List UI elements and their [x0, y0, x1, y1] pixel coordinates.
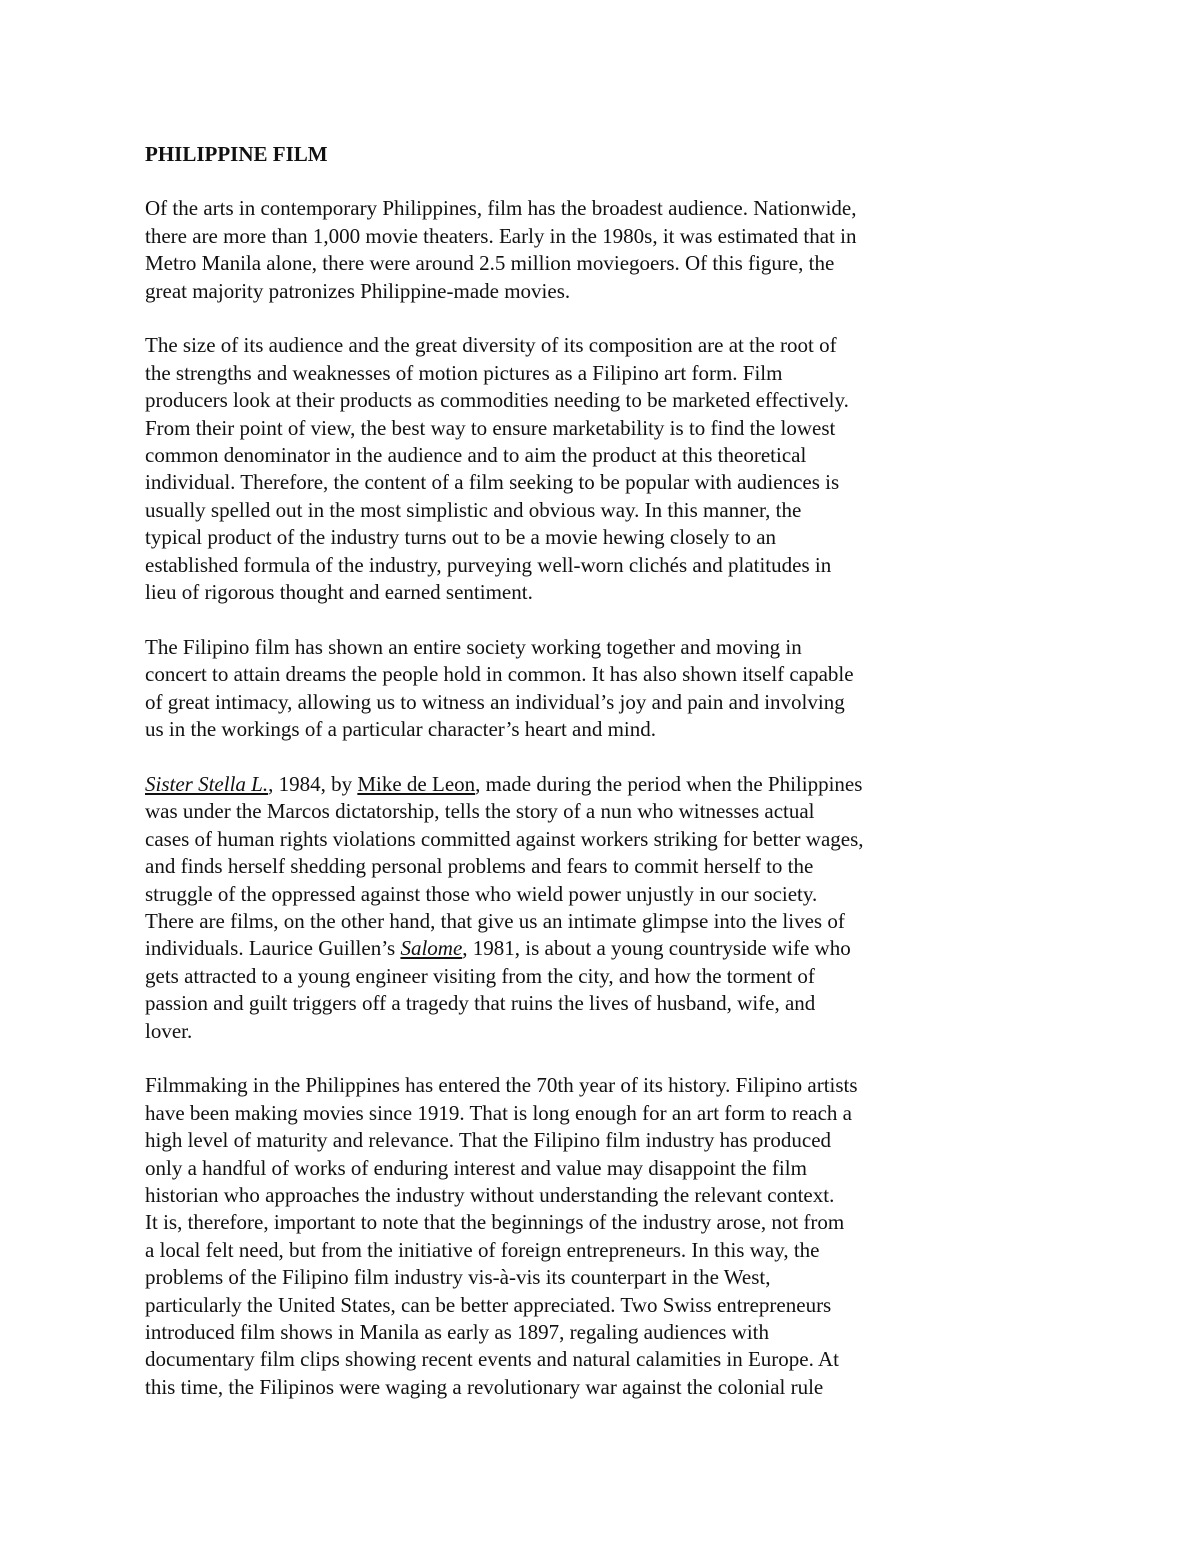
text-segment: , 1984, by [268, 771, 358, 796]
text-line: this time, the Filipinos were waging a revolutionary war against the colonial rule [145, 1374, 824, 1399]
text-line: concert to attain dreams the people hold in common. It has also shown itself capable [145, 662, 854, 687]
text-line [145, 771, 975, 798]
text-segment: , 1981, is about a young countryside wife who [462, 936, 851, 961]
text-line: individual. Therefore, the content of a film seeking to be popular with audiences is [145, 470, 840, 495]
text-line: of great intimacy, allowing us to witness an individual’s joy and pain and involving [145, 689, 845, 714]
text-line: only a handful of works of enduring interest and value may disappoint the film [145, 1155, 807, 1180]
text-line: documentary film clips showing recent events and natural calamities in Europe. At [145, 1347, 839, 1372]
text-line: great majority patronizes Philippine-made movies. [145, 278, 571, 303]
text-line: The Filipino film has shown an entire society working together and moving in [145, 634, 802, 659]
text-segment: individuals. Laurice Guillen’s [145, 936, 401, 961]
text-line: lover. [145, 1018, 193, 1043]
text-line: and finds herself shedding personal problems and fears to commit herself to the [145, 854, 814, 879]
text-line: particularly the United States, can be better appreciated. Two Swiss entrepreneurs [145, 1292, 832, 1317]
text-line: have been making movies since 1919. That is long enough for an art form to reach a [145, 1100, 852, 1125]
film-title-sister-stella: Sister Stella L. [145, 771, 269, 796]
text-line: there are more than 1,000 movie theaters. Early in the 1980s, it was estimated that in [145, 223, 857, 248]
film-title-salome: Salome [400, 936, 463, 961]
text-line: producers look at their products as commodities needing to be marketed effectively. [145, 388, 849, 413]
text-line: usually spelled out in the most simplistic and obvious way. In this manner, the [145, 497, 802, 522]
text-segment: , made during the period when the Philippines [475, 771, 863, 796]
text-line: From their point of view, the best way to ensure marketability is to find the lowest [145, 415, 836, 440]
text-line: It is, therefore, important to note that the beginnings of the industry arose, not from [145, 1210, 845, 1235]
text-line: Filmmaking in the Philippines has entered the 70th year of its history. Filipino artists [145, 1073, 858, 1098]
paragraph-5 [145, 1072, 975, 1401]
paragraph-3 [145, 634, 975, 744]
paragraph-1 [145, 195, 975, 305]
text-line: problems of the Filipino film industry vis-à-vis its counterpart in the West, [145, 1265, 771, 1290]
document-title: PHILIPPINE FILM [145, 142, 328, 166]
paragraph-2 [145, 332, 975, 606]
text-line: Metro Manila alone, there were around 2.5 million moviegoers. Of this figure, the [145, 251, 835, 276]
text-line: lieu of rigorous thought and earned sentiment. [145, 580, 533, 605]
text-line: historian who approaches the industry without understanding the relevant context. [145, 1182, 835, 1207]
text-line [145, 935, 975, 962]
text-line: The size of its audience and the great diversity of its composition are at the root of [145, 333, 837, 358]
director-name: Mike de Leon [357, 771, 476, 796]
text-line: high level of maturity and relevance. That the Filipino film industry has produced [145, 1128, 832, 1153]
text-line: introduced film shows in Manila as early as 1897, regaling audiences with [145, 1320, 770, 1344]
text-line: cases of human rights violations committed against workers striking for better wages, [145, 826, 864, 851]
paragraph-4 [145, 771, 975, 1045]
text-line: common denominator in the audience and to aim the product at this theoretical [145, 443, 807, 468]
text-line: Of the arts in contemporary Philippines, film has the broadest audience. Nationwide, [145, 196, 857, 221]
text-line: us in the workings of a particular character’s heart and mind. [145, 717, 657, 742]
text-line: established formula of the industry, purveying well-worn clichés and platitudes in [145, 552, 832, 577]
text-line: a local felt need, but from the initiative of foreign entrepreneurs. In this way, the [145, 1237, 820, 1262]
text-line: the strengths and weaknesses of motion pictures as a Filipino art form. Film [145, 360, 783, 385]
text-line: struggle of the oppressed against those who wield power unjustly in our society. [145, 881, 818, 906]
text-line: There are films, on the other hand, that give us an intimate glimpse into the lives of [145, 908, 845, 933]
text-line: gets attracted to a young engineer visiting from the city, and how the torment of [145, 963, 815, 988]
text-line: typical product of the industry turns out to be a movie hewing closely to an [145, 525, 777, 550]
text-line: passion and guilt triggers off a tragedy that ruins the lives of husband, wife, and [145, 991, 816, 1016]
document-body [145, 141, 975, 1429]
text-line: was under the Marcos dictatorship, tells the story of a nun who witnesses actual [145, 799, 815, 824]
